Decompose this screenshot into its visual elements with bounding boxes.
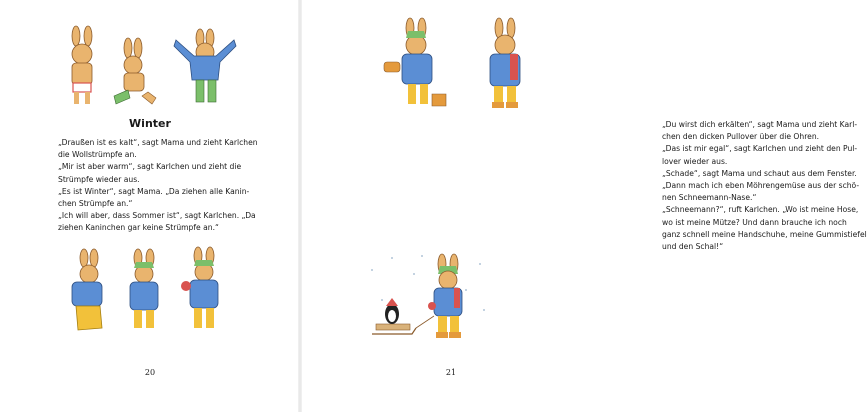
illustration-rabbit-shorts <box>62 28 102 108</box>
page-number: 21 <box>445 368 457 377</box>
text-line: chen Strümpfe an.“ <box>58 199 133 209</box>
page-number: 20 <box>144 368 156 377</box>
text-line: ziehen Kaninchen gar keine Strümpfe an.“ <box>58 223 219 233</box>
text-line: „Das ist mir egal“, sagt Karlchen und zieht den Pul- <box>662 144 858 154</box>
text-line: chen den dicken Pullover über die Ohren. <box>662 132 820 142</box>
text-line: Strümpfe wieder aus. <box>58 174 140 184</box>
illustration-rabbit-stretching <box>170 30 240 108</box>
text-line: „Mir ist aber warm“, sagt Karlchen und zieht die <box>58 162 242 172</box>
illustration-rabbit-hat <box>122 250 166 332</box>
left-page-text <box>58 137 258 235</box>
text-line: „Du wirst dich erkälten“, sagt Mama und zieht Karl- <box>662 120 858 129</box>
text-line: die Wollstrümpfe an. <box>58 150 137 160</box>
text-line: wo ist meine Mütze? Und dann brauche ich noch <box>662 217 847 227</box>
chapter-heading: Winter <box>129 117 171 130</box>
text-line: nen Schneemann-Nase.“ <box>662 193 757 203</box>
text-line: „Schade“, sagt Mama und schaut aus dem Fenster. <box>662 168 857 178</box>
text-line: lover wieder aus. <box>662 156 728 166</box>
illustration-rabbit-bending <box>62 250 112 332</box>
illustration-rabbit-scarf <box>482 18 528 110</box>
text-line: „Es ist Winter“, sagt Mama. „Da ziehen alle Kanin- <box>58 186 250 196</box>
illustration-rabbit-mittens <box>178 248 224 332</box>
illustration-rabbit-sitting-stockings <box>108 40 158 108</box>
text-line: „Dann mach ich eben Möhrengemüse aus der schö- <box>662 181 860 191</box>
text-line: ganz schnell meine Handschuhe, meine Gummistiefel <box>662 229 867 239</box>
text-line: „Ich will aber, dass Sommer ist“, sagt Karlchen. „Da <box>58 211 256 221</box>
text-line: „Schneemann?“, ruft Karlchen. „Wo ist meine Hose, <box>662 205 859 215</box>
right-page-text <box>662 119 867 253</box>
text-line: und den Schal!“ <box>662 242 724 252</box>
text-line: „Draußen ist es kalt“, sagt Mama und zieht Karlchen <box>58 138 258 147</box>
illustration-sled-scene <box>362 250 492 346</box>
right-page <box>300 0 867 412</box>
left-page <box>0 0 300 412</box>
illustration-rabbit-pulling-boots <box>380 18 450 110</box>
